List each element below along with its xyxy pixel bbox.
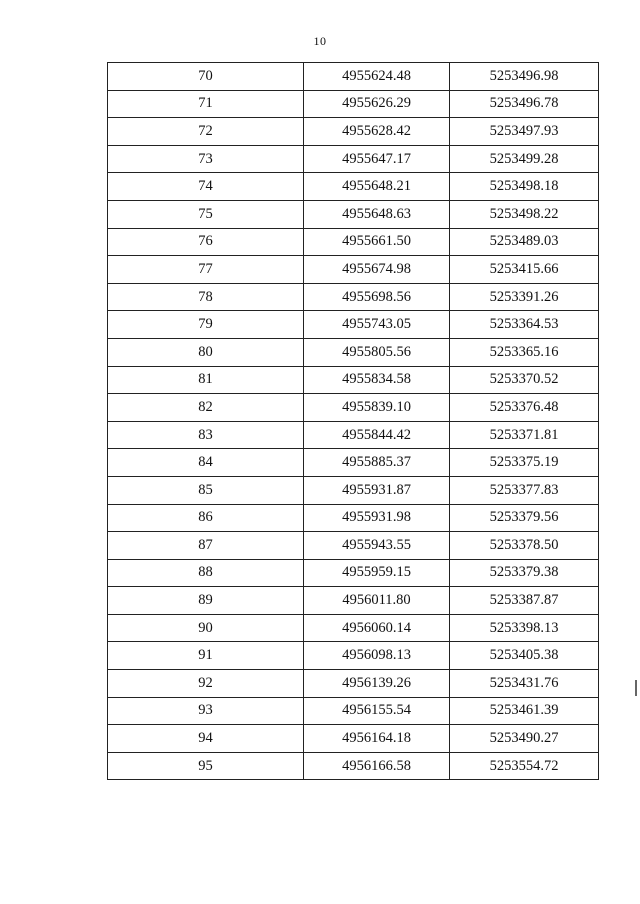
scan-margin-mark bbox=[635, 680, 637, 696]
x-coordinate-cell: 4955805.56 bbox=[304, 338, 450, 366]
point-number-cell: 90 bbox=[108, 614, 304, 642]
x-coordinate-cell: 4955931.87 bbox=[304, 476, 450, 504]
x-coordinate-cell: 4955743.05 bbox=[304, 311, 450, 339]
y-coordinate-cell: 5253554.72 bbox=[450, 752, 599, 780]
y-coordinate-cell: 5253431.76 bbox=[450, 670, 599, 698]
table-row bbox=[108, 421, 599, 449]
y-coordinate-cell: 5253496.78 bbox=[450, 90, 599, 118]
point-number-cell: 77 bbox=[108, 256, 304, 284]
x-coordinate-cell: 4955648.63 bbox=[304, 200, 450, 228]
table-row bbox=[108, 725, 599, 753]
y-coordinate-cell: 5253405.38 bbox=[450, 642, 599, 670]
y-coordinate-cell: 5253376.48 bbox=[450, 394, 599, 422]
x-coordinate-cell: 4955624.48 bbox=[304, 63, 450, 91]
point-number-cell: 72 bbox=[108, 118, 304, 146]
table-row bbox=[108, 200, 599, 228]
table-row bbox=[108, 614, 599, 642]
table-row bbox=[108, 449, 599, 477]
coordinates-table bbox=[107, 62, 599, 780]
point-number-cell: 82 bbox=[108, 394, 304, 422]
page-number: 10 bbox=[313, 34, 327, 48]
y-coordinate-cell: 5253499.28 bbox=[450, 145, 599, 173]
table-row bbox=[108, 118, 599, 146]
table-row bbox=[108, 283, 599, 311]
point-number-cell: 91 bbox=[108, 642, 304, 670]
point-number-cell: 87 bbox=[108, 532, 304, 560]
x-coordinate-cell: 4956164.18 bbox=[304, 725, 450, 753]
y-coordinate-cell: 5253364.53 bbox=[450, 311, 599, 339]
point-number-cell: 76 bbox=[108, 228, 304, 256]
x-coordinate-cell: 4956011.80 bbox=[304, 587, 450, 615]
point-number-cell: 71 bbox=[108, 90, 304, 118]
table-row bbox=[108, 311, 599, 339]
point-number-cell: 78 bbox=[108, 283, 304, 311]
table-row bbox=[108, 587, 599, 615]
y-coordinate-cell: 5253490.27 bbox=[450, 725, 599, 753]
point-number-cell: 89 bbox=[108, 587, 304, 615]
y-coordinate-cell: 5253365.16 bbox=[450, 338, 599, 366]
y-coordinate-cell: 5253398.13 bbox=[450, 614, 599, 642]
table-row bbox=[108, 145, 599, 173]
y-coordinate-cell: 5253379.38 bbox=[450, 559, 599, 587]
y-coordinate-cell: 5253415.66 bbox=[450, 256, 599, 284]
x-coordinate-cell: 4956155.54 bbox=[304, 697, 450, 725]
x-coordinate-cell: 4955698.56 bbox=[304, 283, 450, 311]
y-coordinate-cell: 5253498.18 bbox=[450, 173, 599, 201]
x-coordinate-cell: 4955661.50 bbox=[304, 228, 450, 256]
y-coordinate-cell: 5253377.83 bbox=[450, 476, 599, 504]
x-coordinate-cell: 4955626.29 bbox=[304, 90, 450, 118]
point-number-cell: 70 bbox=[108, 63, 304, 91]
x-coordinate-cell: 4955844.42 bbox=[304, 421, 450, 449]
point-number-cell: 88 bbox=[108, 559, 304, 587]
y-coordinate-cell: 5253379.56 bbox=[450, 504, 599, 532]
table-row bbox=[108, 366, 599, 394]
point-number-cell: 81 bbox=[108, 366, 304, 394]
point-number-cell: 93 bbox=[108, 697, 304, 725]
x-coordinate-cell: 4955647.17 bbox=[304, 145, 450, 173]
y-coordinate-cell: 5253378.50 bbox=[450, 532, 599, 560]
y-coordinate-cell: 5253375.19 bbox=[450, 449, 599, 477]
y-coordinate-cell: 5253498.22 bbox=[450, 200, 599, 228]
point-number-cell: 95 bbox=[108, 752, 304, 780]
point-number-cell: 80 bbox=[108, 338, 304, 366]
table-row bbox=[108, 752, 599, 780]
y-coordinate-cell: 5253371.81 bbox=[450, 421, 599, 449]
table-row bbox=[108, 532, 599, 560]
table-row bbox=[108, 670, 599, 698]
x-coordinate-cell: 4956060.14 bbox=[304, 614, 450, 642]
y-coordinate-cell: 5253391.26 bbox=[450, 283, 599, 311]
y-coordinate-cell: 5253497.93 bbox=[450, 118, 599, 146]
point-number-cell: 86 bbox=[108, 504, 304, 532]
table-row bbox=[108, 63, 599, 91]
point-number-cell: 74 bbox=[108, 173, 304, 201]
table-row bbox=[108, 559, 599, 587]
x-coordinate-cell: 4955628.42 bbox=[304, 118, 450, 146]
table-row bbox=[108, 228, 599, 256]
y-coordinate-cell: 5253370.52 bbox=[450, 366, 599, 394]
y-coordinate-cell: 5253387.87 bbox=[450, 587, 599, 615]
coordinates-table-body bbox=[108, 63, 599, 780]
point-number-cell: 85 bbox=[108, 476, 304, 504]
x-coordinate-cell: 4955834.58 bbox=[304, 366, 450, 394]
x-coordinate-cell: 4955959.15 bbox=[304, 559, 450, 587]
table-row bbox=[108, 338, 599, 366]
x-coordinate-cell: 4955674.98 bbox=[304, 256, 450, 284]
x-coordinate-cell: 4956139.26 bbox=[304, 670, 450, 698]
table-row bbox=[108, 476, 599, 504]
x-coordinate-cell: 4956098.13 bbox=[304, 642, 450, 670]
point-number-cell: 92 bbox=[108, 670, 304, 698]
x-coordinate-cell: 4955943.55 bbox=[304, 532, 450, 560]
table-row bbox=[108, 90, 599, 118]
table-row bbox=[108, 256, 599, 284]
table-row bbox=[108, 504, 599, 532]
table-row bbox=[108, 697, 599, 725]
x-coordinate-cell: 4955931.98 bbox=[304, 504, 450, 532]
x-coordinate-cell: 4955839.10 bbox=[304, 394, 450, 422]
point-number-cell: 73 bbox=[108, 145, 304, 173]
point-number-cell: 84 bbox=[108, 449, 304, 477]
point-number-cell: 83 bbox=[108, 421, 304, 449]
x-coordinate-cell: 4955885.37 bbox=[304, 449, 450, 477]
x-coordinate-cell: 4955648.21 bbox=[304, 173, 450, 201]
point-number-cell: 94 bbox=[108, 725, 304, 753]
x-coordinate-cell: 4956166.58 bbox=[304, 752, 450, 780]
table-row bbox=[108, 173, 599, 201]
point-number-cell: 75 bbox=[108, 200, 304, 228]
y-coordinate-cell: 5253489.03 bbox=[450, 228, 599, 256]
y-coordinate-cell: 5253496.98 bbox=[450, 63, 599, 91]
point-number-cell: 79 bbox=[108, 311, 304, 339]
table-row bbox=[108, 394, 599, 422]
y-coordinate-cell: 5253461.39 bbox=[450, 697, 599, 725]
table-row bbox=[108, 642, 599, 670]
